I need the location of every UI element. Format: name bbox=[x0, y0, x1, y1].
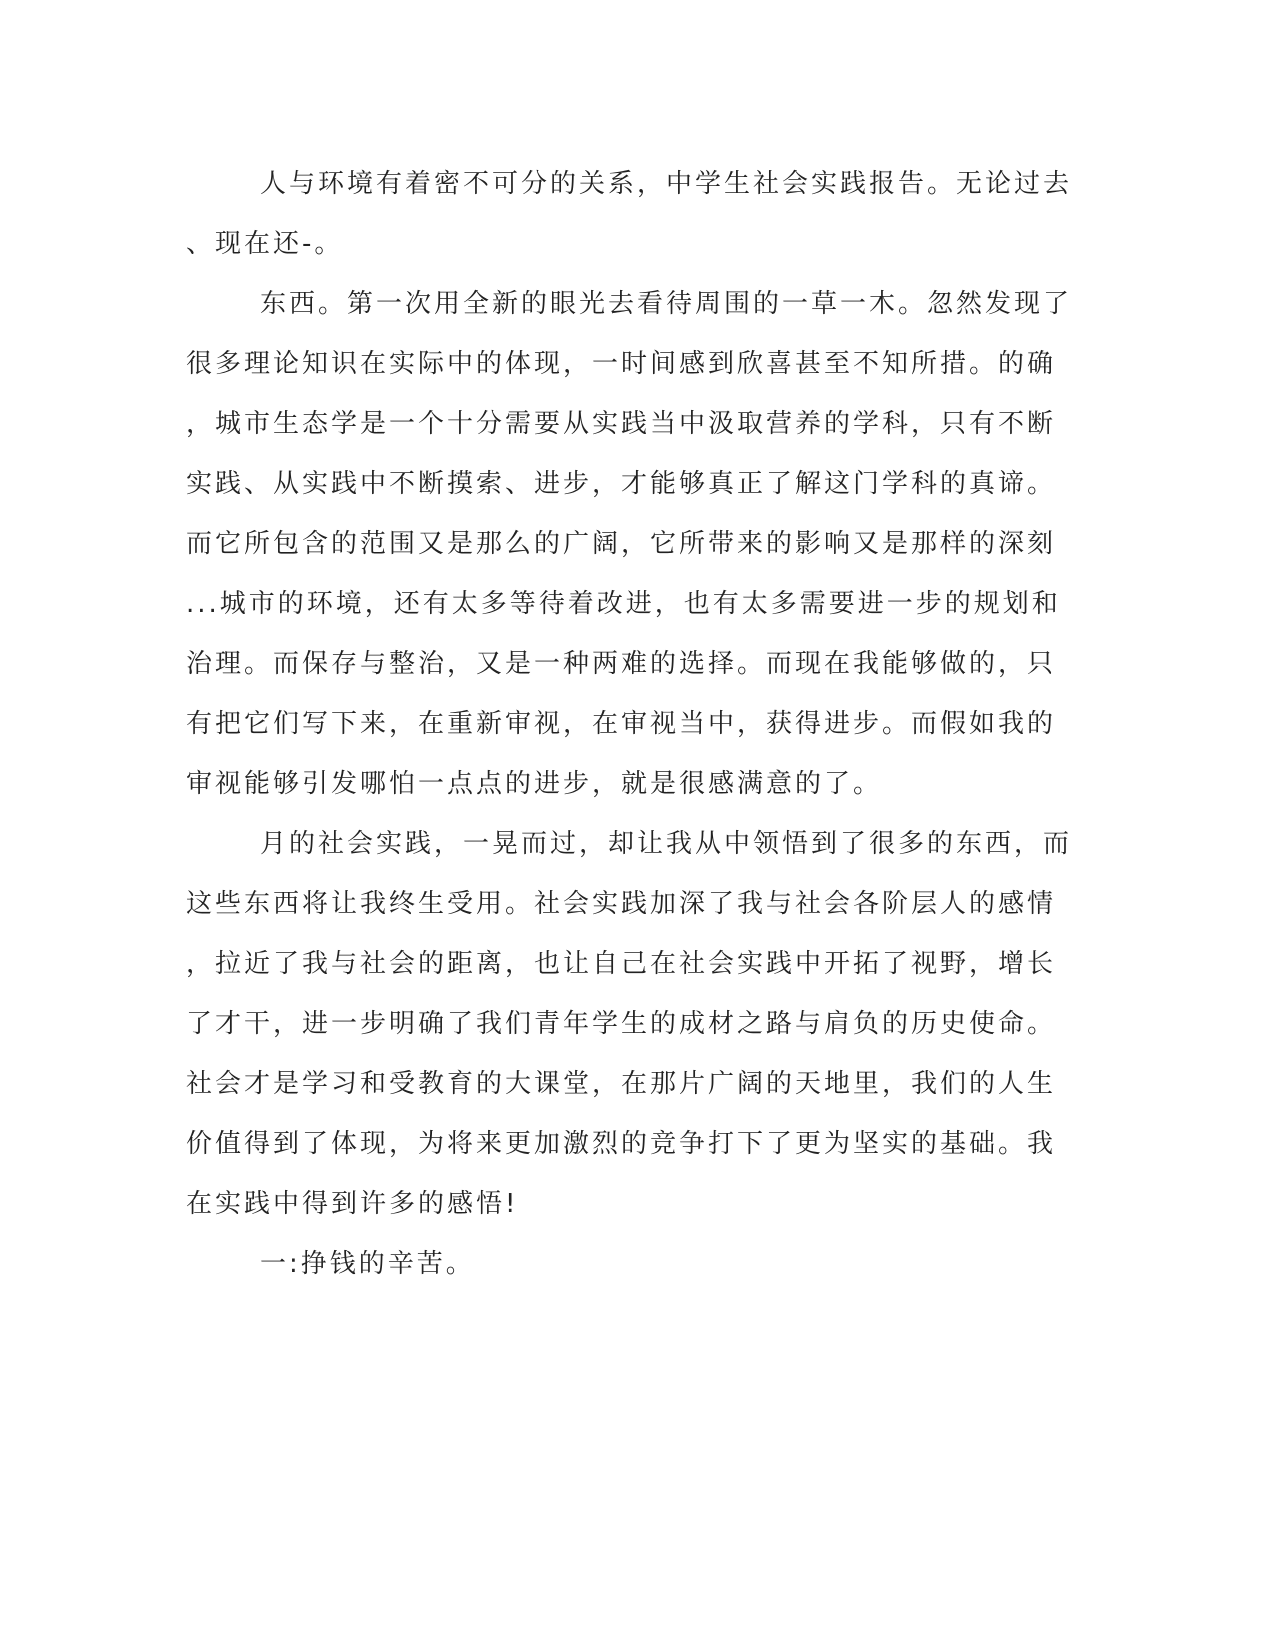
paragraph-4 bbox=[186, 1234, 1066, 1294]
paragraph-line: 东西。第一次用全新的眼光去看待周围的一草一木。忽然发现了 bbox=[260, 289, 1073, 319]
paragraph-line: 一:挣钱的辛苦。 bbox=[260, 1249, 475, 1279]
paragraph-line: 价值得到了体现，为将来更加激烈的竞争打下了更为坚实的基础。我 bbox=[186, 1129, 1057, 1159]
paragraph-line: 实践、从实践中不断摸索、进步，才能够真正了解这门学科的真谛。 bbox=[186, 469, 1057, 499]
paragraph-line: 而它所包含的范围又是那么的广阔，它所带来的影响又是那样的深刻 bbox=[186, 529, 1057, 559]
paragraph-line: 社会才是学习和受教育的大课堂，在那片广阔的天地里，我们的人生 bbox=[186, 1069, 1057, 1099]
paragraph-line: 治理。而保存与整治，又是一种两难的选择。而现在我能够做的，只 bbox=[186, 649, 1057, 679]
paragraph-line: 人与环境有着密不可分的关系，中学生社会实践报告。无论过去 bbox=[260, 169, 1073, 199]
paragraph-line: 很多理论知识在实际中的体现，一时间感到欣喜甚至不知所措。的确 bbox=[186, 349, 1057, 379]
paragraph-line: ，城市生态学是一个十分需要从实践当中汲取营养的学科，只有不断 bbox=[186, 409, 1057, 439]
paragraph-line: ，拉近了我与社会的距离，也让自己在社会实践中开拓了视野，增长 bbox=[186, 949, 1057, 979]
paragraph-3 bbox=[186, 814, 1073, 1234]
paragraph-line: ...城市的环境，还有太多等待着改进，也有太多需要进一步的规划和 bbox=[186, 589, 1061, 619]
paragraph-line: 审视能够引发哪怕一点点的进步，就是很感满意的了。 bbox=[186, 769, 883, 799]
paragraph-line: 有把它们写下来，在重新审视，在审视当中，获得进步。而假如我的 bbox=[186, 709, 1057, 739]
paragraph-1 bbox=[186, 154, 1073, 274]
paragraph-line: 月的社会实践，一晃而过，却让我从中领悟到了很多的东西，而 bbox=[260, 829, 1073, 859]
paragraph-line: 这些东西将让我终生受用。社会实践加深了我与社会各阶层人的感情 bbox=[186, 889, 1057, 919]
paragraph-line: 在实践中得到许多的感悟! bbox=[186, 1189, 519, 1219]
paragraph-line: 、现在还-。 bbox=[186, 229, 344, 259]
paragraph-2 bbox=[186, 274, 1073, 814]
document-body bbox=[186, 154, 1073, 1294]
paragraph-line: 了才干，进一步明确了我们青年学生的成材之路与肩负的历史使命。 bbox=[186, 1009, 1057, 1039]
